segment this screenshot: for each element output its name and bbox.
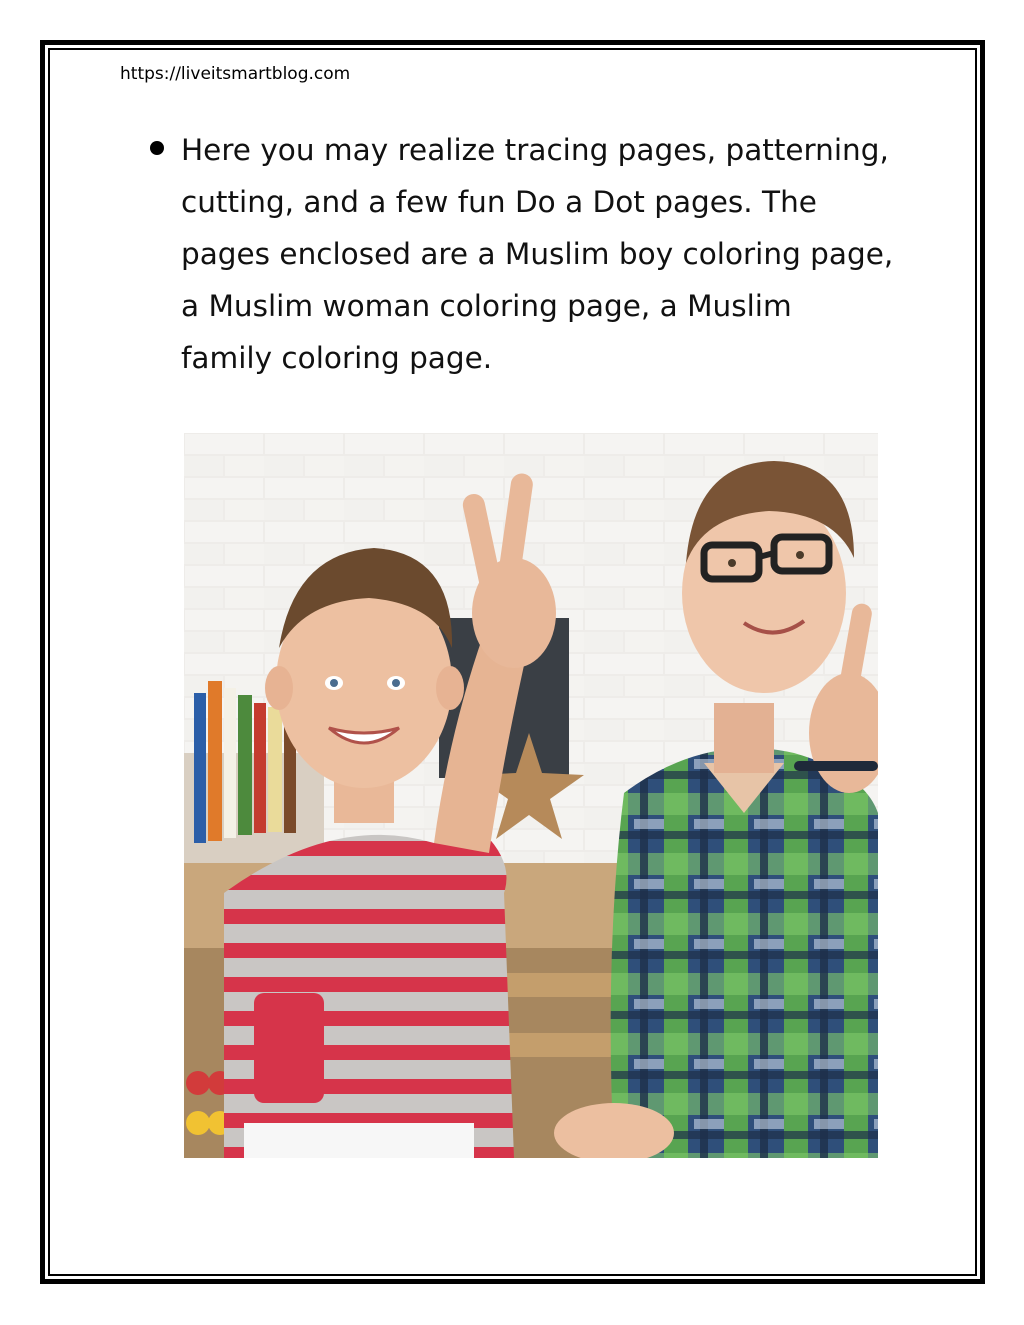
bullet-item <box>146 124 906 384</box>
bullet-line-2: cutting, and a few fun Do a Dot pages. The <box>181 185 817 219</box>
bullet-list <box>146 124 906 384</box>
photo-two-boys <box>184 433 878 1158</box>
bullet-dot-icon <box>150 141 164 155</box>
bullet-line-4: a Muslim woman coloring page, a Muslim <box>181 289 792 323</box>
photo-illustration <box>184 433 878 1158</box>
bullet-line-1: Here you may realize tracing pages, patterning, <box>181 133 889 167</box>
header-url: https://liveitsmartblog.com <box>120 64 351 84</box>
bullet-line-3: pages enclosed are a Muslim boy coloring page, <box>181 237 894 271</box>
bullet-line-5: family coloring page. <box>181 341 493 375</box>
